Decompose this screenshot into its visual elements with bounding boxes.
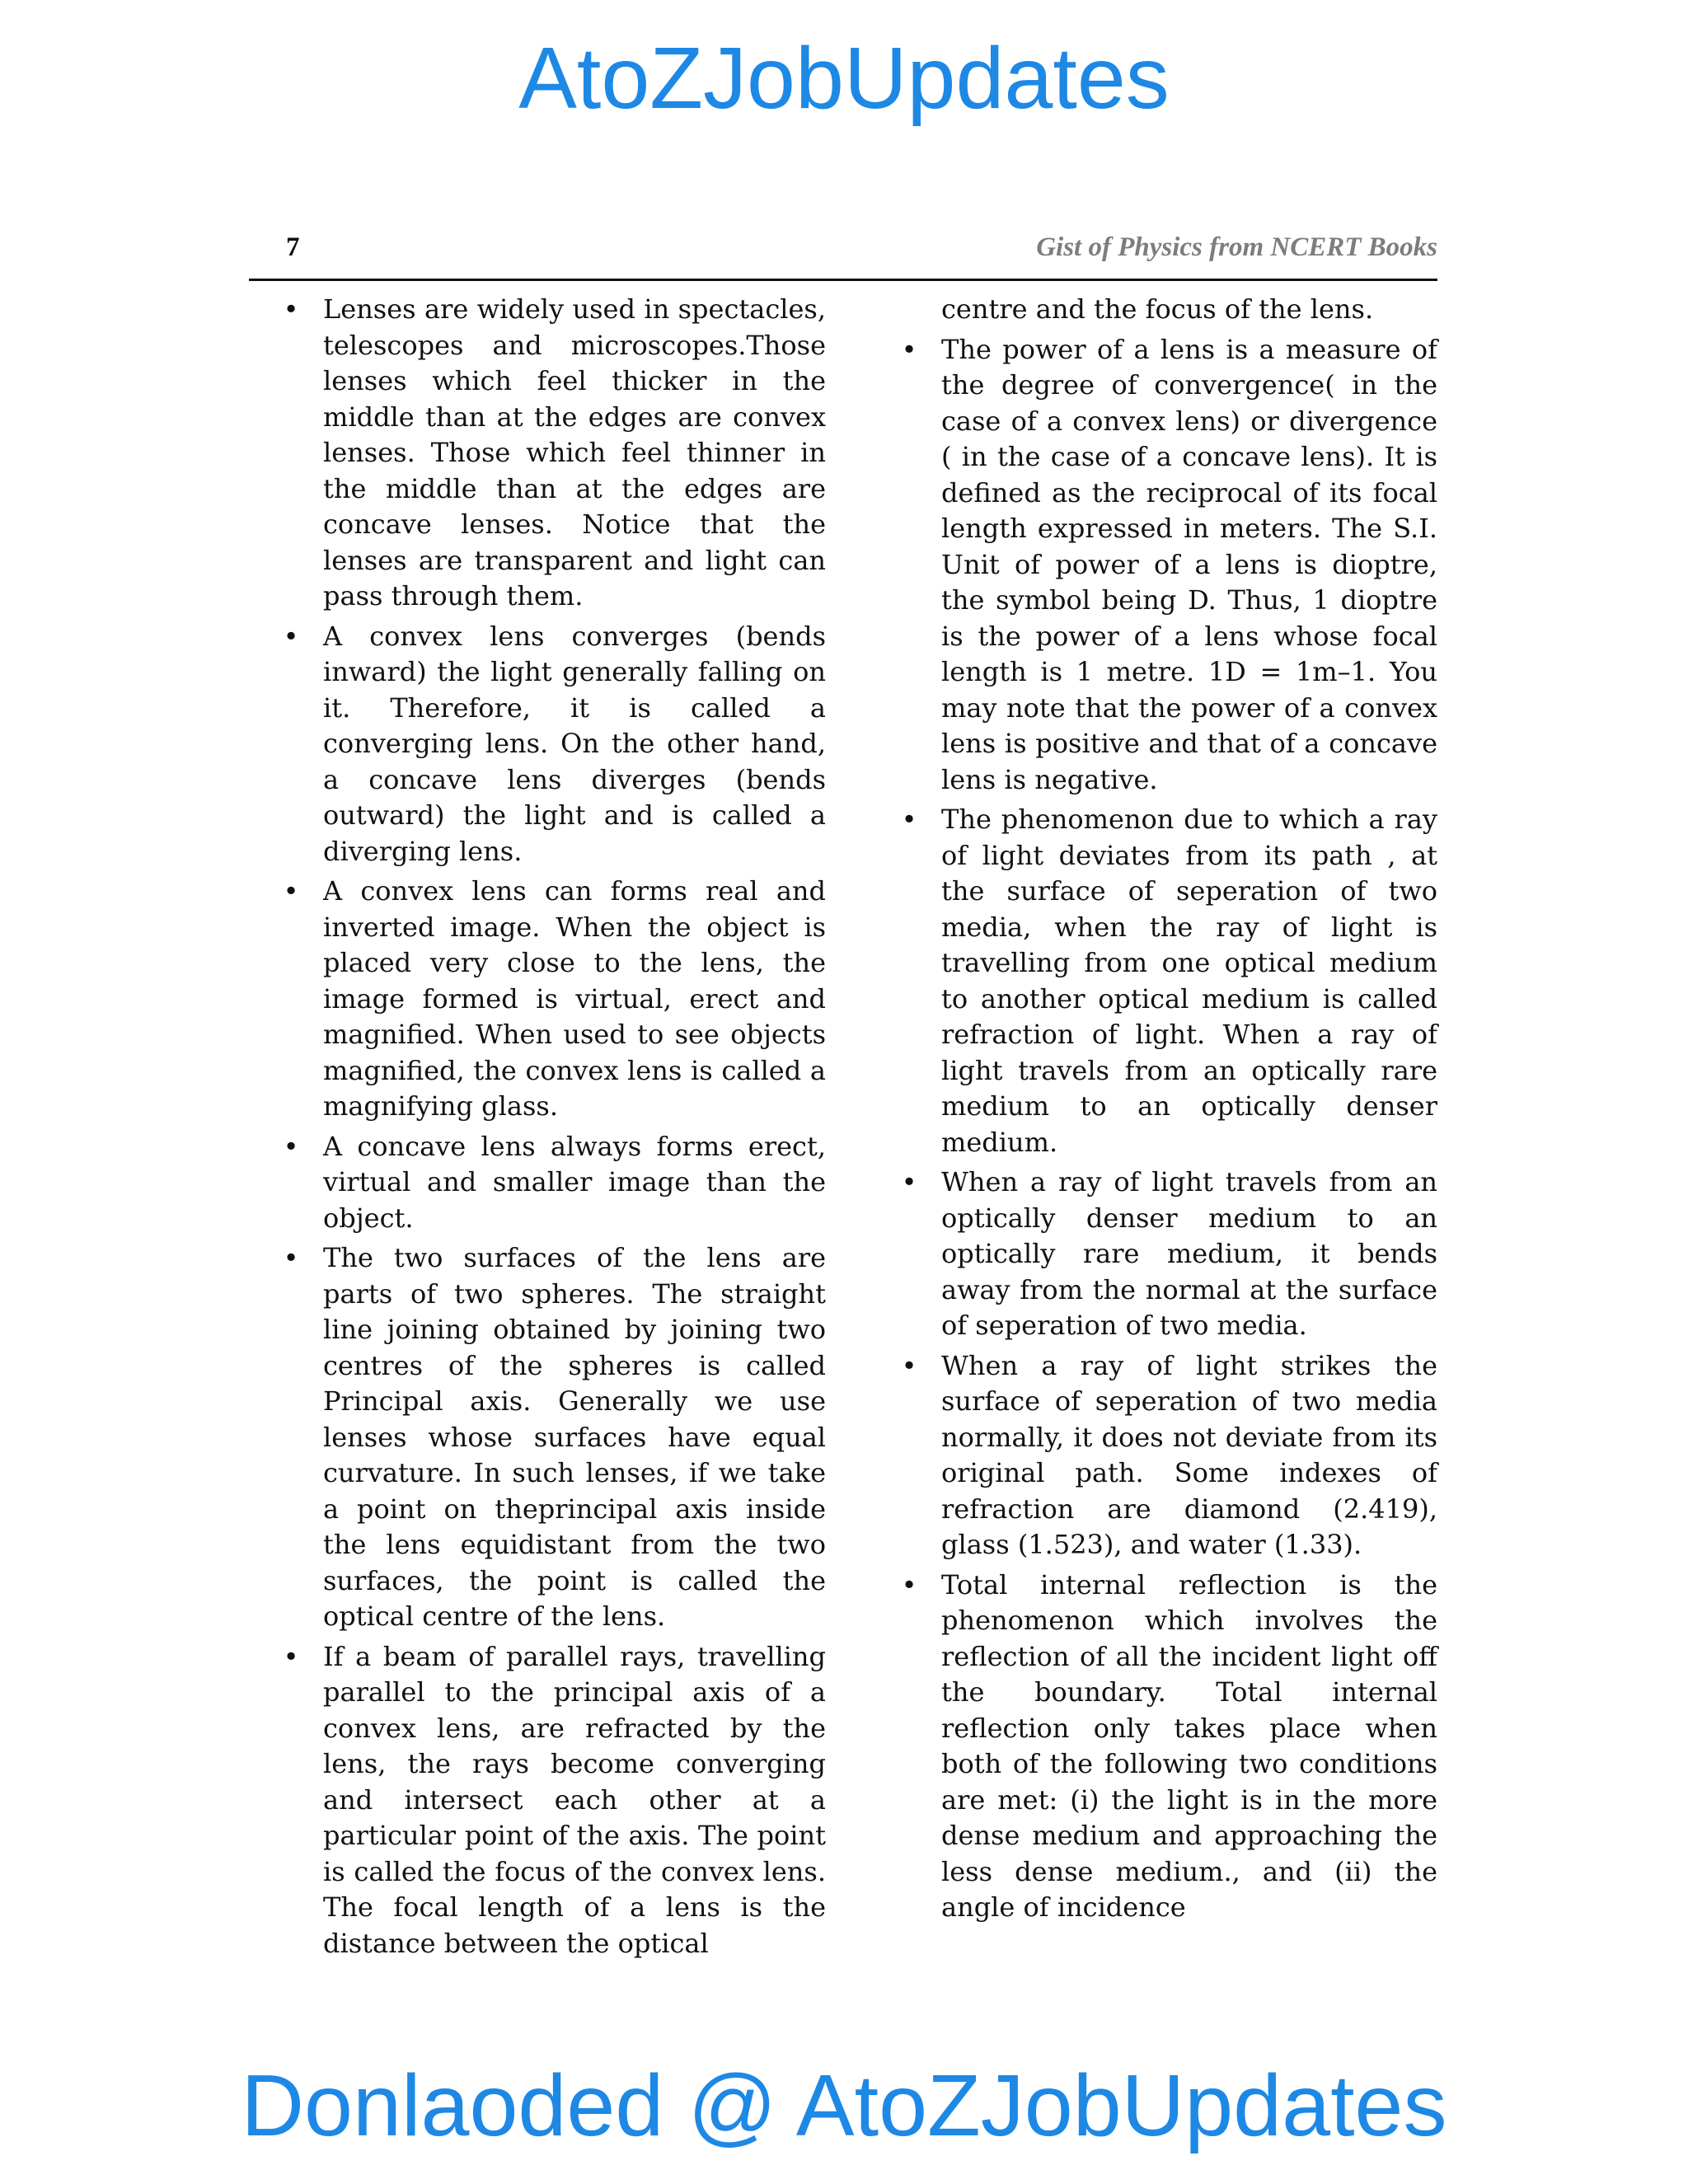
list-item-text: Total internal reflection is the phenomenon which involves the reflection of all the incident light off the boundary. Total internal reflection only takes place when both of the following two conditions are met: (i) the light is in the more dense medium and approaching the less dense medium., and (ii) the angle of incidence: [941, 1568, 1437, 1923]
page-number: 7: [286, 232, 300, 262]
right-column: [897, 292, 1437, 1930]
bullet-icon: •: [901, 804, 917, 835]
bullet-icon: •: [283, 1242, 299, 1273]
bullet-icon: •: [283, 1640, 299, 1672]
list-item: [279, 1240, 826, 1635]
list-item: [279, 619, 826, 870]
list-item: [279, 874, 826, 1125]
watermark-bottom: Donlaoded @ AtoZJobUpdates: [241, 2057, 1447, 2154]
list-item: [279, 1639, 826, 1962]
bullet-icon: •: [901, 1568, 917, 1601]
list-item-text: The two surfaces of the lens are parts of two spheres. The straight line joining obtained by joining two centres of the spheres is called Principal axis. Generally we use lenses whose surfaces have equal curvature. In such lenses, if we take a point on theprincipal axis inside the lens equidistant from the two surfaces, the point is called the optical centre of the lens.: [323, 1242, 826, 1632]
bullet-icon: •: [283, 1130, 299, 1162]
watermark-top: AtoZJobUpdates: [518, 30, 1170, 127]
left-column: [279, 292, 826, 1966]
left-bullet-list: [279, 292, 826, 1961]
list-item: [897, 1348, 1437, 1563]
list-item-text: The phenomenon due to which a ray of light deviates from its path , at the surface of seperation of two media, when the ray of light is travelling from one optical medium to another optical medium is called refraction of light. When a ray of light travels from an optically rare medium to an optically denser medium.: [941, 804, 1437, 1158]
continuation-text: centre and the focus of the lens.: [941, 293, 1374, 325]
list-item-text: Lenses are widely used in spectacles, telescopes and microscopes.Those lenses which feel thicker in the middle than at the edges are convex lenses. Those which feel thinner in the middle than at the edges are concave lenses. Notice that the lenses are transparent and light can pass through them.: [323, 293, 826, 612]
list-item-text: A convex lens converges (bends inward) the light generally falling on it. Therefore, it is called a converging lens. On the other hand, a concave lens diverges (bends outward) the light and is called a diverging lens.: [323, 620, 826, 867]
running-head: [249, 232, 1437, 274]
list-item-text: The power of a lens is a measure of the degree of convergence( in the case of a convex lens) or divergence ( in the case of a concave lens). It is defined as the reciprocal of its focal length expressed in meters. The S.I. Unit of power of a lens is dioptre, the symbol being D. Thus, 1 dioptre is the power of a lens whose focal length is 1 metre. 1D = 1m–1. You may note that the power of a convex lens is positive and that of a concave lens is negative.: [941, 333, 1437, 795]
list-item-text: A convex lens can forms real and inverted image. When the object is placed very close to the lens, the image formed is virtual, erect and magnified. When used to see objects magnified, the convex lens is called a magnifying glass.: [323, 875, 826, 1122]
book-title: Gist of Physics from NCERT Books: [1036, 232, 1437, 262]
list-item-text: A concave lens always forms erect, virtual and smaller image than the object.: [323, 1130, 826, 1234]
right-bullet-list: [897, 332, 1437, 1926]
list-item: [279, 292, 826, 615]
bullet-icon: •: [283, 875, 299, 907]
list-item: [897, 1165, 1437, 1344]
bullet-icon: •: [901, 333, 917, 365]
list-item-text: If a beam of parallel rays, travelling parallel to the principal axis of a convex lens, are refracted by the lens, the rays become converging and intersect each other at a particular point of the axis. The point is called the focus of the convex lens. The focal length of a lens is the distance between the optical: [323, 1640, 826, 1959]
list-item: [279, 1129, 826, 1237]
bullet-icon: •: [901, 1166, 917, 1197]
bullet-icon: •: [283, 293, 299, 325]
header-divider: [249, 279, 1437, 281]
bullet-icon: •: [901, 1349, 917, 1381]
list-item-text: When a ray of light strikes the surface of seperation of two media normally, it does not deviate from its original path. Some indexes of refraction are diamond (2.419), glass (1.523), and water (1.33).: [941, 1349, 1437, 1560]
list-item: [897, 332, 1437, 799]
list-item: [897, 1568, 1437, 1926]
bullet-icon: •: [283, 620, 299, 652]
list-item-text: When a ray of light travels from an optically denser medium to an optically rare medium, it bends away from the normal at the surface of seperation of two media.: [941, 1166, 1437, 1341]
list-item: [897, 802, 1437, 1160]
